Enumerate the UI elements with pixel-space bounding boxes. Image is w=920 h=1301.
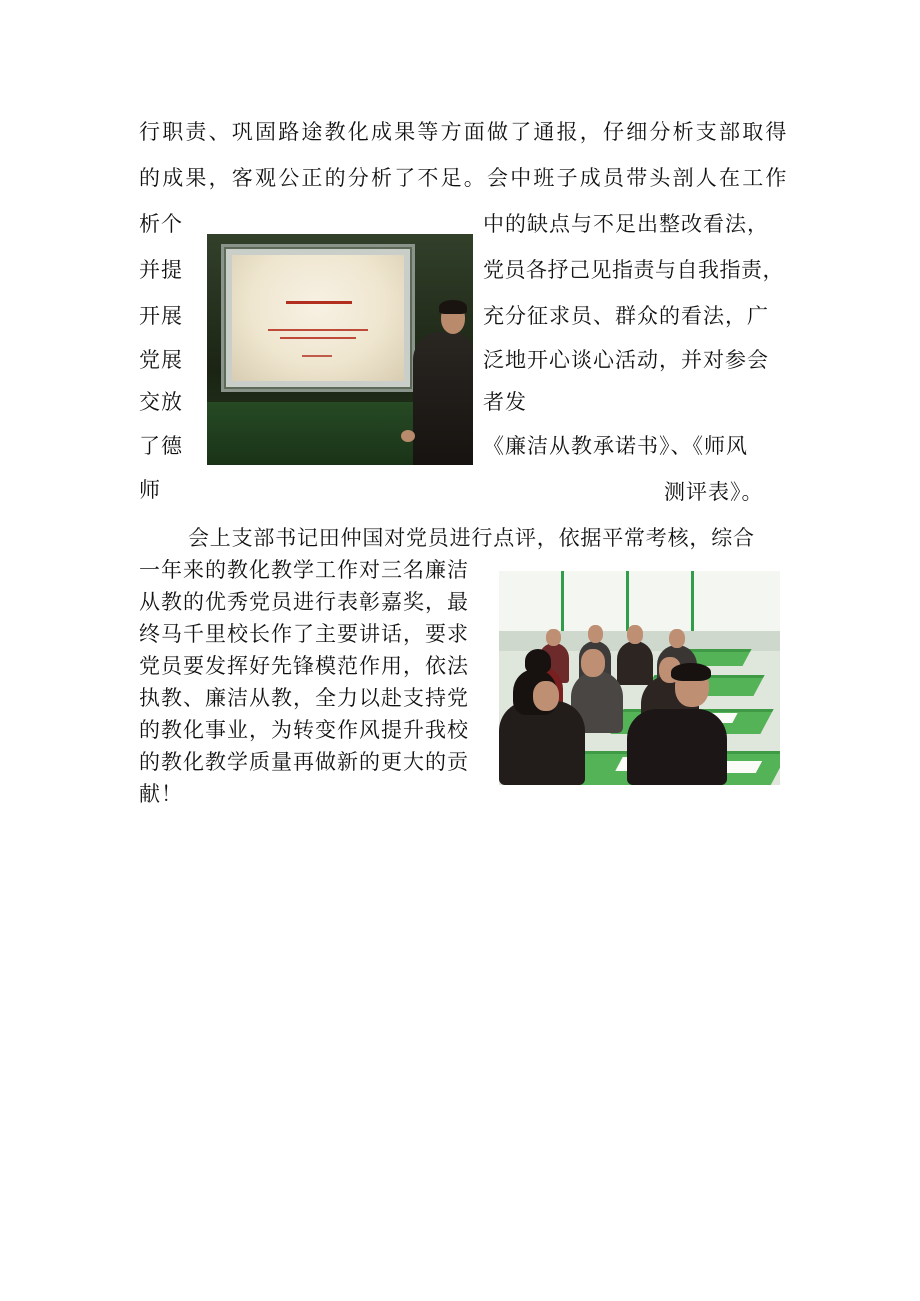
paragraph2-line1: 会上支部书记田仲国对党员进行点评，依据平常考核，综合 bbox=[188, 526, 755, 550]
paragraph2-line3: 从教的优秀党员进行表彰嘉奖，最 bbox=[139, 590, 469, 614]
speaker-body bbox=[413, 332, 473, 465]
paragraph2-line5: 党员要发挥好先锋模范作用，依法 bbox=[139, 654, 469, 678]
attendee-head bbox=[627, 625, 643, 644]
projection-whiteboard bbox=[221, 244, 415, 392]
paragraph2-line2: 一年来的教化教学工作对三名廉洁 bbox=[139, 558, 469, 582]
attendee-hair bbox=[671, 663, 711, 681]
meeting-room-photo bbox=[499, 571, 780, 785]
window bbox=[564, 571, 629, 633]
paragraph1-right-5: 者发 bbox=[483, 390, 527, 414]
paragraph1-line1: 行职责、巩固路途教化成果等方面做了通报，仔细分析支部取得 bbox=[139, 120, 789, 144]
paragraph1-line2: 的成果，客观公正的分析了不足。会中班子成员带头剖人在工作 bbox=[139, 166, 789, 190]
attendee-head bbox=[581, 649, 605, 677]
attendee-head bbox=[546, 629, 561, 646]
paragraph1-right-6: 《廉洁从教承诺书》、《师风 bbox=[483, 434, 748, 458]
paragraph1-right-1: 中的缺点与不足出整改看法， bbox=[483, 212, 769, 236]
attendee bbox=[627, 709, 727, 785]
slide-footer-mark bbox=[302, 355, 332, 357]
window bbox=[499, 571, 564, 633]
attendee-head bbox=[588, 625, 603, 643]
paragraph2-line7: 的教化事业，为转变作风提升我校 bbox=[139, 718, 469, 742]
paragraph2-line6: 执教、廉洁从教，全力以赴支持党 bbox=[139, 686, 469, 710]
paragraph1-right-3: 充分征求员、群众的看法，广 bbox=[483, 304, 769, 328]
paragraph2-line9: 献！ bbox=[139, 782, 183, 806]
slide-subtitle-mark bbox=[280, 337, 356, 339]
speaker-hair bbox=[439, 300, 467, 314]
paragraph1-right-7: 测评表》。 bbox=[664, 480, 764, 504]
paragraph2-line4: 终马千里校长作了主要讲话，要求 bbox=[139, 622, 469, 646]
paragraph1-left-6: 了德 bbox=[139, 434, 183, 458]
window bbox=[629, 571, 694, 633]
paragraph1-right-2: 党员各抒己见指责与自我指责， bbox=[483, 258, 784, 282]
paragraph1-left-3: 开展 bbox=[139, 304, 183, 328]
paragraph1-left-4: 党展 bbox=[139, 348, 183, 372]
projected-slide bbox=[232, 255, 404, 381]
slide-subtitle-mark bbox=[268, 329, 368, 331]
paragraph2-line8: 的教化教学质量再做新的更大的贡 bbox=[139, 750, 469, 774]
slide-title-mark bbox=[286, 301, 352, 304]
classroom-projection-photo bbox=[207, 234, 473, 465]
speaker-hand bbox=[401, 430, 415, 442]
paragraph1-left-5: 交放 bbox=[139, 390, 183, 414]
paragraph1-right-4: 泛地开心谈心活动，并对参会 bbox=[483, 348, 769, 372]
paragraph1-left-2: 并提 bbox=[139, 258, 183, 282]
window bbox=[694, 571, 780, 633]
paragraph1-left-7: 师 bbox=[139, 478, 161, 502]
attendee-head bbox=[533, 681, 559, 711]
attendee-head bbox=[669, 629, 685, 648]
attendee bbox=[617, 641, 653, 685]
paragraph1-left-1: 析个 bbox=[139, 212, 183, 236]
